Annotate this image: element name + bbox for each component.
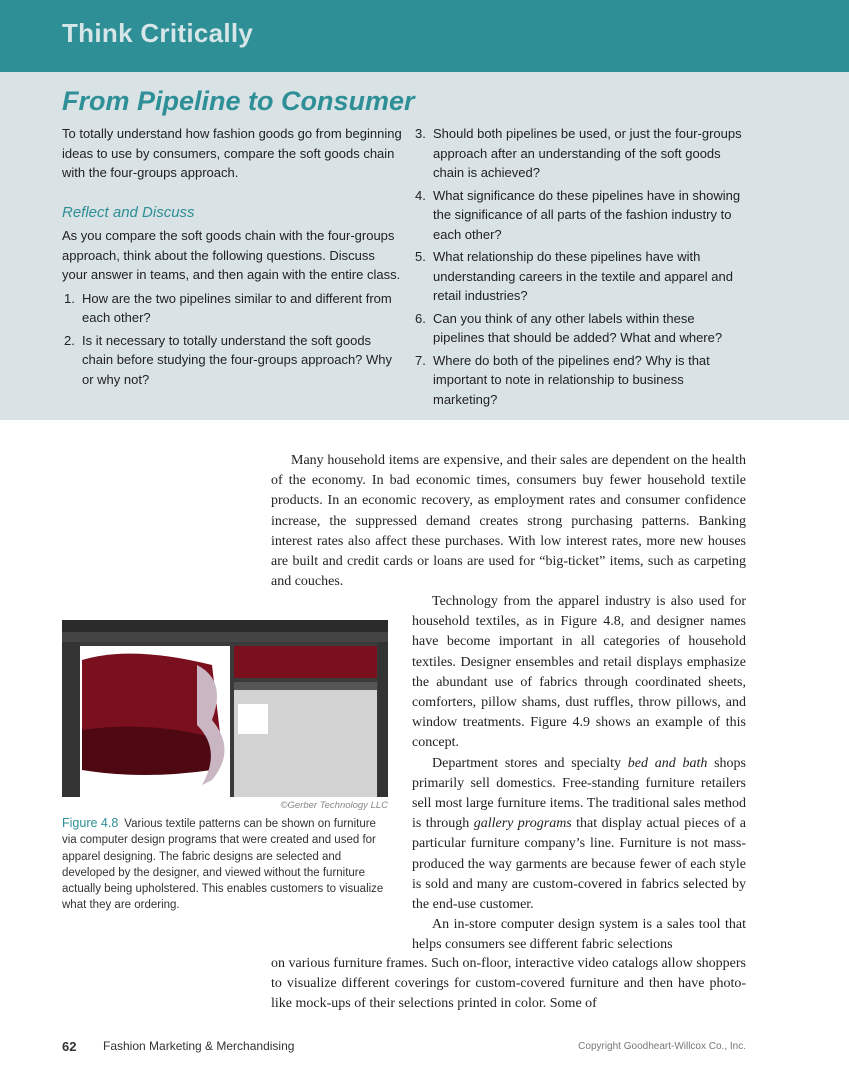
question-item: [62, 289, 402, 328]
feature-title: From Pipeline to Consumer: [62, 86, 415, 116]
question-number: 6.: [415, 310, 426, 326]
body-text-column: [412, 592, 746, 956]
question-text: How are the two pipelines similar to and different from each other?: [82, 290, 392, 325]
feature-prompt: As you compare the soft goods chain with the four-groups approach, think about the following questions. Discuss your answer in teams, and then again with the entire class.: [62, 228, 401, 282]
feature-header-title: Think Critically: [62, 18, 254, 48]
feature-intro: To totally understand how fashion goods go from beginning ideas to use by consumers, compare the soft goods chain with the four-groups approach.: [62, 126, 402, 180]
question-number: 7.: [415, 352, 426, 368]
question-number: 3.: [415, 126, 426, 141]
page-number: 62: [62, 1039, 77, 1054]
question-item: [413, 124, 748, 183]
text-run: shops primarily sell domestics. Free-standing furniture retailers sell most large furniture items. The traditional sales method is through: [412, 755, 746, 832]
question-text: Can you think of any other labels within these pipelines that should be added? What and where?: [433, 310, 723, 345]
body-paragraph: Technology from the apparel industry is also used for household textiles, as in Figure 4.8, and designer names have become important in all categories of household textiles. Designer ensembles and retail displays emphasize the abundant use of fabrics through coordinated sheets, comforters, pillow shams, dust ruffles, throw pillows, and window treatments. Figure 4.9 shows an example of this concept.: [412, 594, 746, 751]
question-list: [62, 289, 402, 390]
figure-4-8-image: [62, 620, 388, 797]
body-paragraph-continued: on various furniture frames. Such on-floor, interactive video catalogs allow shoppers to visualize different coverings for custom-covered furniture and then have photo-like mock-ups of their selections printed in color. Some of: [271, 956, 746, 1012]
emphasis-term: gallery programs: [473, 816, 572, 832]
feature-left-column: [62, 124, 402, 392]
text-run: that display actual pieces of a particular furniture company’s line. Furniture is not mass-produced the way garments are because fewer of each style is sold and many are custom-covered in fabrics selected by the end-use customer.: [412, 816, 746, 913]
feature-header-bar: [0, 0, 849, 72]
design-software-screenshot: [62, 620, 388, 797]
question-text: Where do both of the pipelines end? Why is that important to note in relationship to business marketing?: [433, 352, 710, 407]
copyright: Copyright Goodheart-Willcox Co., Inc.: [578, 1041, 746, 1052]
feature-right-column: [413, 124, 748, 412]
body-text-bottom: [271, 954, 746, 1015]
question-text: Should both pipelines be used, or just the four-groups approach after an understanding of the soft goods chain is achieved?: [433, 126, 742, 180]
question-item: [413, 351, 748, 410]
figure-label: Figure 4.8: [62, 816, 119, 830]
figure-credit: ©Gerber Technology LLC: [280, 800, 388, 811]
question-list: [413, 124, 748, 409]
body-paragraph: [412, 754, 746, 916]
body-text-top: [271, 451, 746, 592]
figure-caption: [62, 815, 388, 914]
question-number: 1.: [64, 290, 75, 306]
question-number: 4.: [415, 187, 426, 203]
question-item: [413, 309, 748, 348]
question-item: [413, 247, 748, 306]
question-text: Is it necessary to totally understand the soft goods chain before studying the four-groups approach? Why or why not?: [82, 332, 393, 387]
question-number: 2.: [64, 332, 75, 348]
question-number: 5.: [415, 249, 426, 264]
figure-caption-text: Various textile patterns can be shown on furniture via computer design programs that were created and used for apparel designing. The fabric designs are selected and developed by the designer, and viewed without the furniture actually being upholstered. This enables customers to visualize what they are ordering.: [62, 818, 384, 912]
question-item: [62, 331, 402, 390]
question-text: What relationship do these pipelines have with understanding careers in the textile and apparel and retail industries?: [433, 249, 733, 303]
question-item: [413, 186, 748, 245]
feature-subheading: Reflect and Discuss: [62, 203, 195, 221]
book-title: Fashion Marketing & Merchandising: [103, 1039, 295, 1053]
body-paragraph: Many household items are expensive, and their sales are dependent on the health of the economy. In bad economic times, consumers buy fewer household textile products. In an economic recovery, as employment rates and consumer confidence increase, the suppressed demand creates strong purchasing patterns. Banking interest rates also affect these purchases. With low interest rates, more new houses are built and credit cards or loans are used for “big-ticket” items, such as carpeting and couches.: [271, 453, 746, 590]
body-paragraph: An in-store computer design system is a sales tool that helps consumers see different fabric selections: [412, 917, 746, 953]
text-run: Department stores and specialty: [432, 755, 628, 771]
question-text: What significance do these pipelines have in showing the significance of all parts of the fashion industry to each other?: [433, 187, 741, 242]
emphasis-term: bed and bath: [627, 755, 708, 771]
